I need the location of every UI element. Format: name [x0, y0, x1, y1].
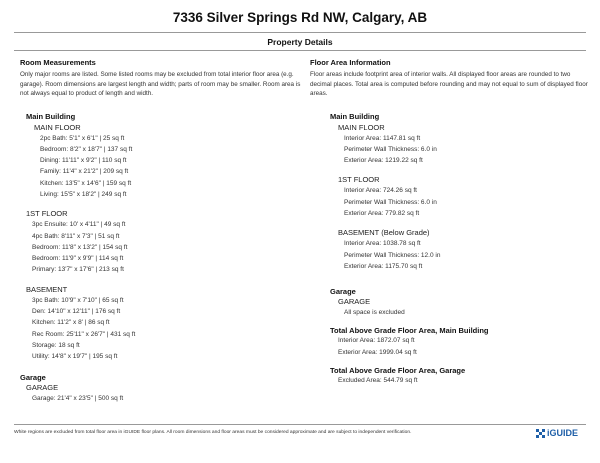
level-heading: MAIN FLOOR — [338, 122, 385, 132]
list-item: Kitchen: 13'5" x 14'6" | 159 sq ft — [40, 179, 132, 187]
area-list — [338, 185, 588, 219]
area-list — [338, 133, 588, 167]
first-floor-area-group — [310, 175, 588, 219]
area-list — [310, 335, 588, 358]
iguide-logo — [536, 428, 578, 438]
list-item: Exterior Area: 1175.70 sq ft — [344, 262, 423, 270]
list-item: Family: 11'4" x 21'2" | 209 sq ft — [40, 168, 129, 176]
level-heading: 1ST FLOOR — [338, 175, 380, 185]
list-item: Exterior Area: 1219.22 sq ft — [344, 157, 423, 165]
subtitle-divider — [14, 50, 586, 51]
list-item: 3pc Ensuite: 10' x 4'11" | 49 sq ft — [32, 221, 126, 229]
list-item: Dining: 11'11" x 9'2" | 110 sq ft — [40, 157, 127, 165]
iguide-logo-text: iGUIDE — [547, 428, 579, 438]
floor-area-note: Floor areas include footprint area of interior walls. All displayed floor areas are rounded to two decimal places. Total area is computed before rounding and may not equal to sum of displayed floor areas. — [310, 71, 588, 97]
basement-area-group — [310, 228, 588, 272]
garage-heading: Garage — [330, 287, 356, 297]
room-list — [34, 133, 302, 201]
list-item: Garage: 21'4" x 23'5" | 500 sq ft — [32, 394, 124, 402]
level-heading: MAIN FLOOR — [34, 122, 81, 132]
section-title: Property Details — [267, 37, 333, 47]
list-item: Perimeter Wall Thickness: 6.0 in — [344, 198, 437, 206]
list-item: Den: 14'10" x 12'11" | 176 sq ft — [32, 308, 121, 316]
list-item: Exterior Area: 1999.04 sq ft — [338, 348, 417, 356]
list-item: Storage: 18 sq ft — [32, 341, 80, 349]
list-item: Utility: 14'8" x 19'7" | 195 sq ft — [32, 353, 118, 361]
floor-area-heading: Floor Area Information — [310, 58, 391, 67]
list-item: Primary: 13'7" x 17'6" | 213 sq ft — [32, 266, 124, 274]
garage-area-group — [310, 297, 588, 318]
list-item: 4pc Bath: 8'11" x 7'3" | 51 sq ft — [32, 232, 120, 240]
title-divider — [14, 32, 586, 33]
area-list — [310, 375, 588, 386]
main-floor-area-group — [310, 123, 588, 167]
list-item: Perimeter Wall Thickness: 12.0 in — [344, 251, 441, 259]
area-list — [338, 238, 588, 272]
room-measurements-column — [20, 58, 302, 404]
footer-disclaimer: White regions are excluded from total floor area in iGUIDE floor plans. All room dimensions and floor areas must be considered approximate and are subject to independent verification. — [14, 430, 412, 435]
iguide-logo-icon — [536, 429, 545, 438]
room-list — [26, 219, 302, 275]
list-item: Interior Area: 1872.07 sq ft — [338, 337, 415, 345]
floor-area-column — [310, 58, 588, 386]
room-list — [26, 393, 302, 404]
list-item: Bedroom: 8'2" x 18'7" | 137 sq ft — [40, 145, 133, 153]
total-main-heading: Total Above Grade Floor Area, Main Building — [330, 326, 489, 336]
list-item: Interior Area: 1147.81 sq ft — [344, 134, 421, 142]
list-item: Perimeter Wall Thickness: 6.0 in — [344, 145, 437, 153]
level-heading: GARAGE — [338, 297, 371, 307]
list-item: Interior Area: 1038.78 sq ft — [344, 240, 421, 248]
room-measurements-heading: Room Measurements — [20, 58, 96, 67]
list-item: Excluded Area: 544.79 sq ft — [338, 377, 418, 385]
room-measurements-note: Only major rooms are listed. Some listed rooms may be excluded from total interior floor area (e.g. garage). Room dimensions are largest length and width; parts of room may be smaller. Room area is not always equal to product of length and width. — [20, 71, 301, 97]
list-item: Bedroom: 11'9" x 9'9" | 114 sq ft — [32, 255, 124, 263]
basement-group — [20, 285, 302, 363]
main-building-heading: Main Building — [26, 111, 76, 121]
room-list — [26, 295, 302, 363]
list-item: Rec Room: 25'11" x 26'7" | 431 sq ft — [32, 330, 136, 338]
level-heading: GARAGE — [26, 382, 59, 392]
garage-heading: Garage — [20, 372, 46, 382]
total-garage-heading: Total Above Grade Floor Area, Garage — [330, 366, 466, 376]
list-item: 3pc Bath: 10'9" x 7'10" | 65 sq ft — [32, 296, 124, 304]
list-item: 2pc Bath: 5'1" x 6'1" | 25 sq ft — [40, 134, 125, 142]
level-heading: BASEMENT (Below Grade) — [338, 228, 430, 238]
main-floor-group — [20, 123, 302, 201]
main-building-heading: Main Building — [330, 111, 380, 121]
list-item: Kitchen: 11'2" x 8' | 86 sq ft — [32, 319, 110, 327]
first-floor-group — [20, 209, 302, 275]
footer-divider — [14, 424, 586, 425]
page-title: 7336 Silver Springs Rd NW, Calgary, AB — [172, 10, 428, 25]
list-item: Interior Area: 724.26 sq ft — [344, 187, 417, 195]
level-heading: BASEMENT — [26, 284, 68, 294]
level-heading: 1ST FLOOR — [26, 209, 68, 219]
list-item: All space is excluded — [344, 309, 405, 317]
area-list — [338, 307, 588, 318]
garage-group — [20, 383, 302, 404]
list-item: Bedroom: 11'8" x 13'2" | 154 sq ft — [32, 243, 128, 251]
list-item: Exterior Area: 779.82 sq ft — [344, 209, 420, 217]
list-item: Living: 15'5" x 18'2" | 249 sq ft — [40, 190, 127, 198]
